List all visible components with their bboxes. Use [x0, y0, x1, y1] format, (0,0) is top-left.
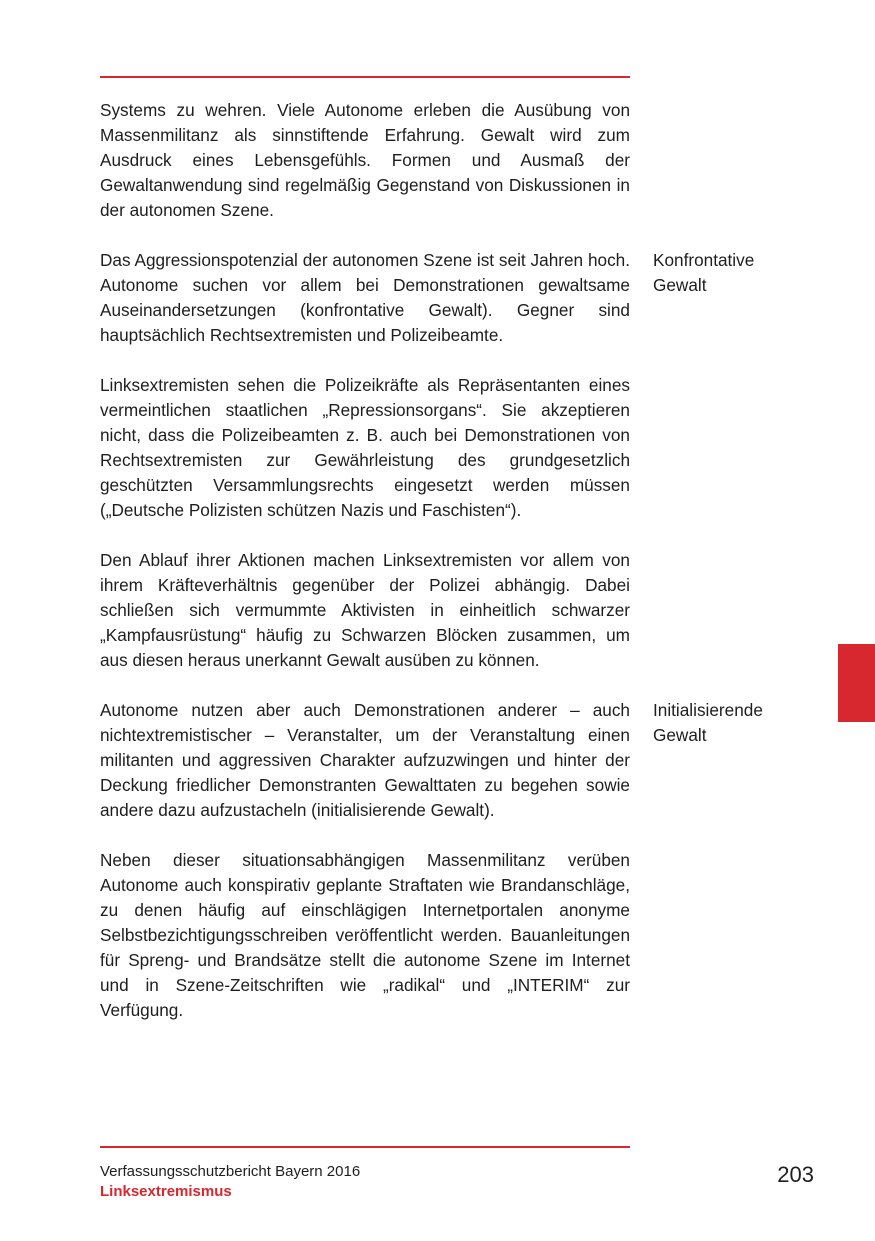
paragraph-6: Neben dieser situationsabhängigen Massenmilitanz verüben Autonome auch konspirativ geplante Straftaten wie Brandanschläge, zu denen häufig auf einschlägigen Internetportalen anonyme Selbstbezichtigungsschreiben veröffentlicht werden. Bauanleitungen für Spreng- und Brandsätze stellt die autonome Szene im Internet und in Szene-Zeitschriften wie „radikal“ und „INTERIM“ zur Verfügung.: [100, 850, 630, 1020]
chapter-tab-marker: [838, 644, 875, 722]
page-number: 203: [777, 1162, 814, 1187]
paragraph-4: Den Ablauf ihrer Aktionen machen Linksextremisten vor allem von ihrem Kräfteverhältnis gegenüber der Polizei abhängig. Dabei schließen sich vermummte Aktivisten in einheitlich schwarzer „Kampfausrüstung“ häufig zu Schwarzen Blöcken zusammen, um aus diesen heraus unerkannt Gewalt ausüben zu können.: [100, 550, 630, 670]
header-rule: [100, 76, 630, 78]
margin-note-line: Gewalt: [653, 275, 707, 295]
paragraph-3: Linksextremisten sehen die Polizeikräfte als Repräsentanten eines vermeintlichen staatlichen „Repressionsorgans“. Sie akzeptieren nicht, dass die Polizeibeamten z. B. auch bei Demonstrationen von Rechtsextremisten zur Gewährleistung des grundgesetzlich geschützten Versammlungsrechts eingesetzt werden müssen („Deutsche Polizisten schützen Nazis und Faschisten“).: [100, 375, 630, 520]
paragraph-1: Systems zu wehren. Viele Autonome erleben die Ausübung von Massenmilitanz als sinnstiftende Erfahrung. Gewalt wird zum Ausdruck eines Lebensgefühls. Formen und Ausmaß der Gewaltanwendung sind regelmäßig Gegenstand von Diskussionen in der autonomen Szene.: [100, 100, 630, 220]
margin-note-konfrontative-gewalt: [653, 248, 833, 298]
margin-note-initialisierende-gewalt: [653, 698, 833, 748]
margin-note-line: Konfrontative: [653, 250, 755, 270]
footer-section: Linksextremismus: [100, 1183, 232, 1200]
footer-rule: [100, 1146, 630, 1148]
margin-note-line: Initialisierende: [653, 700, 763, 720]
paragraph-5: Autonome nutzen aber auch Demonstrationen anderer – auch nichtextremistischer – Veranstalter, um der Veranstaltung einen militanten und aggressiven Charakter aufzuzwingen und hinter der Deckung friedlicher Demonstranten Gewalttaten zu begehen sowie andere dazu aufzustacheln (initialisierende Gewalt).: [100, 700, 630, 820]
margin-note-line: Gewalt: [653, 725, 707, 745]
footer-title: Verfassungsschutzbericht Bayern 2016: [100, 1163, 361, 1180]
paragraph-2: Das Aggressionspotenzial der autonomen Szene ist seit Jahren hoch. Autonome suchen vor allem bei Demonstrationen gewaltsame Auseinandersetzungen (konfrontative Gewalt). Gegner sind hauptsächlich Rechtsextremisten und Polizeibeamte.: [100, 250, 630, 345]
